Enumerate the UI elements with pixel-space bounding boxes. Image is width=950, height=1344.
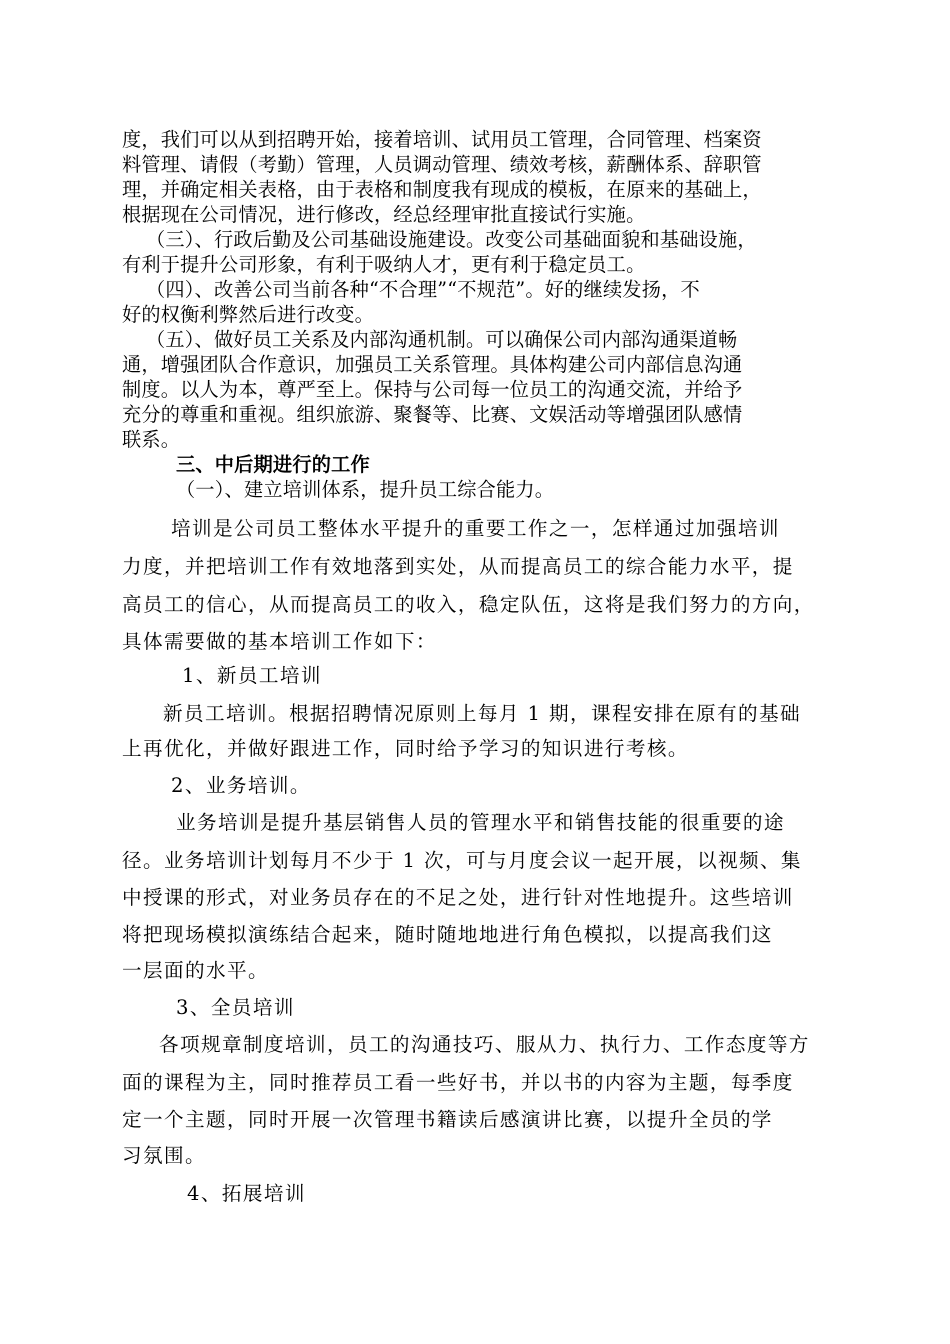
section-heading: 三、中后期进行的工作 <box>176 453 370 476</box>
paragraph-line: 高员工的信心，从而提高员工的收入，稳定队伍，这将是我们努力的方向， <box>122 593 815 616</box>
section-item-3: （三）、行政后勤及公司基础设施建设。改变公司基础面貌和基础设施， <box>146 228 757 251</box>
paragraph-line: 定一个主题，同时开展一次管理书籍读后感演讲比赛，以提升全员的学 <box>122 1108 773 1131</box>
paragraph-line: 将把现场模拟演练结合起来，随时随地地进行角色模拟，以提高我们这 <box>122 923 773 946</box>
paragraph-line: 中授课的形式，对业务员存在的不足之处，进行针对性地提升。这些培训 <box>122 886 794 909</box>
text-line: 料管理、请假（考勤）管理，人员调动管理、绩效考核，薪酬体系、辞职管 <box>122 153 762 176</box>
section-item-4: （四）、改善公司当前各种“不合理”“不规范”。好的继续发扬，不 <box>146 278 700 301</box>
paragraph-line: 习氛围。 <box>122 1144 206 1167</box>
section-item-5: （五）、做好员工关系及内部沟通机制。可以确保公司内部沟通渠道畅 <box>146 328 738 351</box>
paragraph-line: 一层面的水平。 <box>122 959 269 982</box>
paragraph-line: 上再优化，并做好跟进工作，同时给予学习的知识进行考核。 <box>122 737 689 760</box>
list-item-heading: 3、全员培训 <box>176 996 295 1019</box>
paragraph-line: 新员工培训。根据招聘情况原则上每月 1 期，课程安排在原有的基础 <box>163 702 801 725</box>
paragraph-line: 径。业务培训计划每月不少于 1 次，可与月度会议一起开展，以视频、集 <box>122 849 802 872</box>
paragraph-line: 各项规章制度培训，员工的沟通技巧、服从力、执行力、工作态度等方 <box>159 1033 810 1056</box>
paragraph-line: 力度，并把培训工作有效地落到实处，从而提高员工的综合能力水平，提 <box>122 555 794 578</box>
list-item-heading: 2、业务培训。 <box>171 774 311 797</box>
paragraph-line: 培训是公司员工整体水平提升的重要工作之一，怎样通过加强培训 <box>171 517 780 540</box>
paragraph-line: 面的课程为主，同时推荐员工看一些好书，并以书的内容为主题，每季度 <box>122 1071 794 1094</box>
text-line: 度，我们可以从到招聘开始，接着培训、试用员工管理，合同管理、档案资 <box>122 128 762 151</box>
text-line: 好的权衡利弊然后进行改变。 <box>122 303 375 326</box>
paragraph-line: 业务培训是提升基层销售人员的管理水平和销售技能的很重要的途 <box>176 811 785 834</box>
text-line: 根据现在公司情况，进行修改，经总经理审批直接试行实施。 <box>122 203 646 226</box>
text-line: 充分的尊重和重视。组织旅游、聚餐等、比赛、文娱活动等增强团队感情 <box>122 403 743 426</box>
paragraph-line: 具体需要做的基本培训工作如下： <box>122 630 437 653</box>
text-line: 有利于提升公司形象，有利于吸纳人才，更有利于稳定员工。 <box>122 253 646 276</box>
list-item-heading: 4、拓展培训 <box>187 1182 306 1205</box>
text-line: 联系。 <box>122 428 181 451</box>
text-line: 理，并确定相关表格，由于表格和制度我有现成的模板，在原来的基础上， <box>122 178 762 201</box>
text-line: 通，增强团队合作意识，加强员工关系管理。具体构建公司内部信息沟通 <box>122 353 743 376</box>
list-item-heading: 1、新员工培训 <box>182 664 322 687</box>
subsection-heading: （一）、建立培训体系，提升员工综合能力。 <box>176 478 555 501</box>
text-line: 制度。以人为本，尊严至上。保持与公司每一位员工的沟通交流，并给予 <box>122 378 743 401</box>
